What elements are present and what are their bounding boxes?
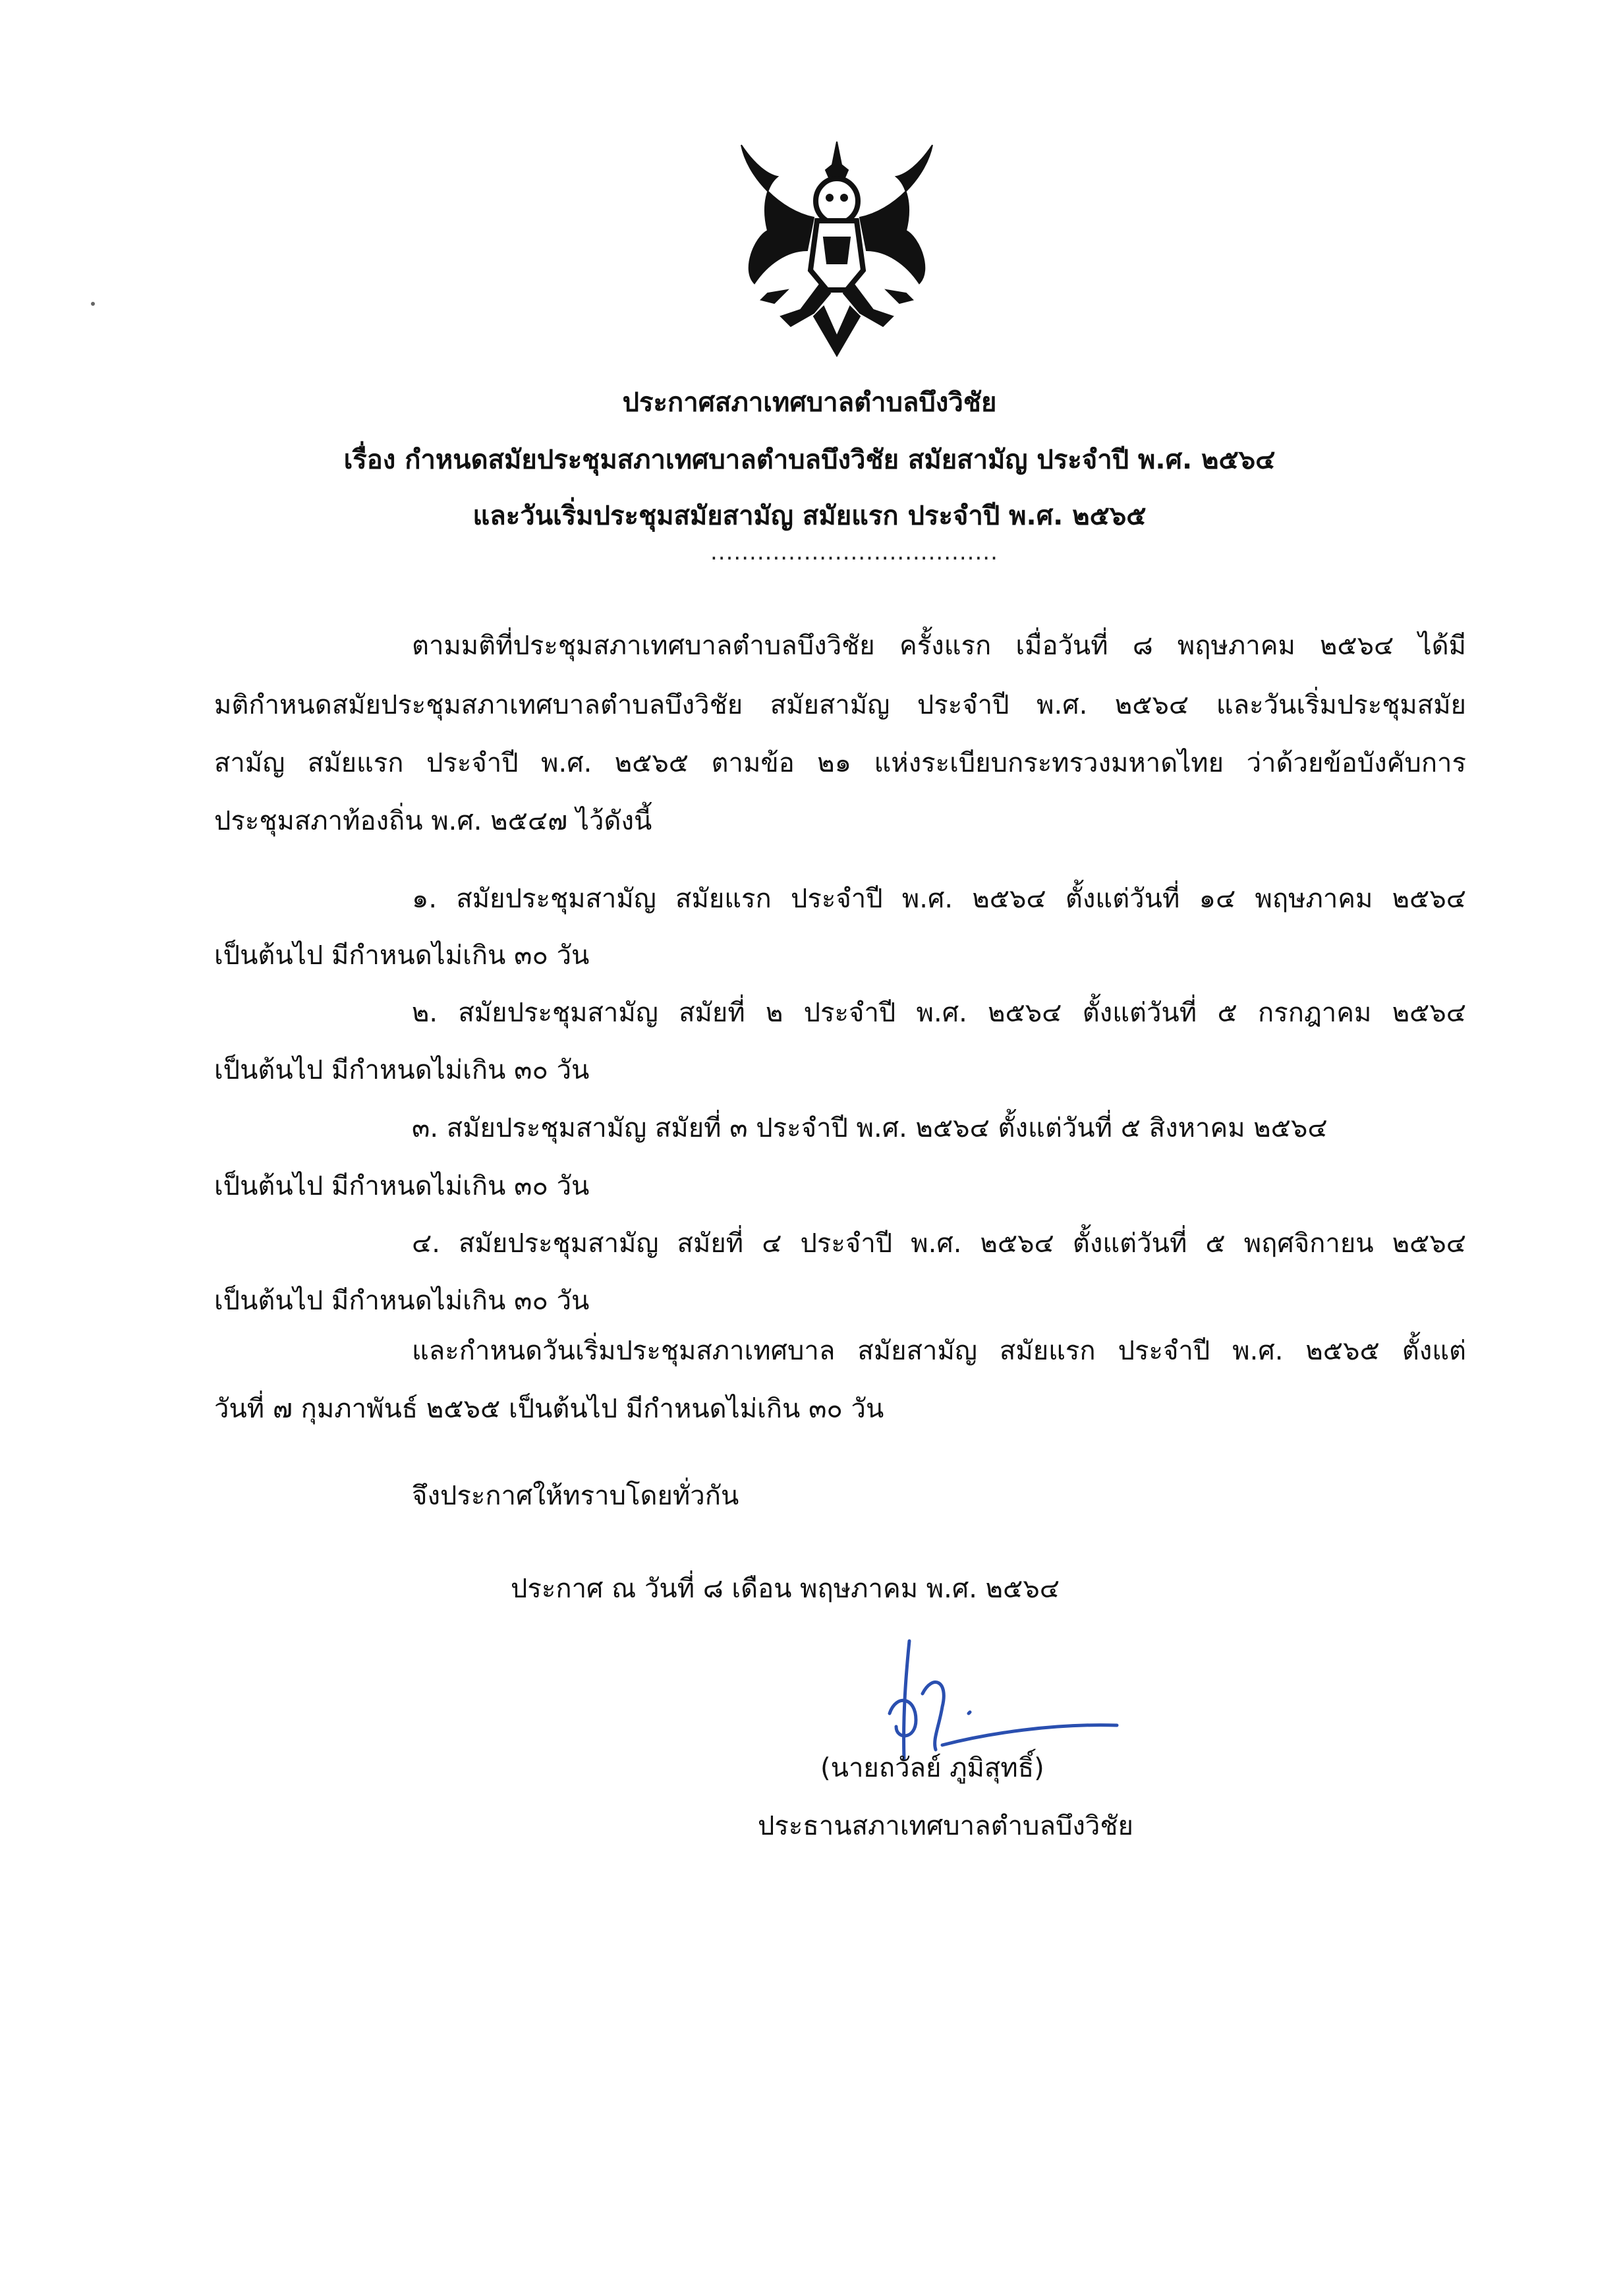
intro-line-1: ตามมติที่ประชุมสภาเทศบาลตำบลบึงวิชัย ครั้งแรก เมื่อวันที่ ๘ พฤษภาคม ๒๕๖๔ ได้มี bbox=[412, 631, 1466, 661]
intro-line-2: มติกำหนดสมัยประชุมสภาเทศบาลตำบลบึงวิชัย สมัยสามัญ ประจำปี พ.ศ. ๒๕๖๔ และวันเริ่มประชุมสมัย bbox=[214, 690, 1466, 720]
signer-title: ประธานสภาเทศบาลตำบลบึงวิชัย bbox=[758, 1811, 1133, 1841]
next-year-line-1: และกำหนดวันเริ่มประชุมสภาเทศบาล สมัยสามัญ สมัยแรก ประจำปี พ.ศ. ๒๕๖๕ ตั้งแต่ bbox=[412, 1336, 1466, 1366]
item-1-line-2: เป็นต้นไป มีกำหนดไม่เกิน ๓๐ วัน bbox=[214, 940, 590, 971]
item-3-line-1: ๓. สมัยประชุมสามัญ สมัยที่ ๓ ประจำปี พ.ศ. ๒๕๖๔ ตั้งแต่วันที่ ๕ สิงหาคม ๒๕๖๔ bbox=[412, 1113, 1328, 1143]
item-4-line-2: เป็นต้นไป มีกำหนดไม่เกิน ๓๐ วัน bbox=[214, 1286, 590, 1316]
item-1-line-1: ๑. สมัยประชุมสามัญ สมัยแรก ประจำปี พ.ศ. ๒๕๖๔ ตั้งแต่วันที่ ๑๔ พฤษภาคม ๒๕๖๔ bbox=[412, 884, 1466, 914]
item-2-line-2: เป็นต้นไป มีกำหนดไม่เกิน ๓๐ วัน bbox=[214, 1055, 590, 1085]
garuda-emblem-icon bbox=[728, 138, 946, 359]
paper-speck bbox=[91, 302, 95, 306]
subject-line-2: และวันเริ่มประชุมสมัยสามัญ สมัยแรก ประจำปี พ.ศ. ๒๕๖๕ bbox=[472, 501, 1147, 531]
intro-line-3: สามัญ สมัยแรก ประจำปี พ.ศ. ๒๕๖๕ ตามข้อ ๒๑ แห่งระเบียบกระทรวงมหาดไทย ว่าด้วยข้อบังคับการ bbox=[214, 748, 1466, 778]
intro-line-4: ประชุมสภาท้องถิ่น พ.ศ. ๒๕๔๗ ไว้ดังนี้ bbox=[214, 806, 652, 836]
next-year-line-2: วันที่ ๗ กุมภาพันธ์ ๒๕๖๕ เป็นต้นไป มีกำหนดไม่เกิน ๓๐ วัน bbox=[214, 1394, 884, 1424]
announcement-title: ประกาศสภาเทศบาลตำบลบึงวิชัย bbox=[622, 387, 997, 418]
title-separator: ..................................... bbox=[710, 539, 998, 565]
subject-line-1: เรื่อง กำหนดสมัยประชุมสภาเทศบาลตำบลบึงวิชัย สมัยสามัญ ประจำปี พ.ศ. ๒๕๖๔ bbox=[343, 445, 1276, 475]
announcement-date: ประกาศ ณ วันที่ ๘ เดือน พฤษภาคม พ.ศ. ๒๕๖๔ bbox=[511, 1574, 1060, 1604]
signer-name: (นายถวัลย์ ภูมิสุทธิ์) bbox=[820, 1753, 1044, 1783]
item-3-line-2: เป็นต้นไป มีกำหนดไม่เกิน ๓๐ วัน bbox=[214, 1171, 590, 1201]
item-4-line-1: ๔. สมัยประชุมสามัญ สมัยที่ ๔ ประจำปี พ.ศ. ๒๕๖๔ ตั้งแต่วันที่ ๕ พฤศจิกายน ๒๕๖๔ bbox=[412, 1228, 1466, 1259]
item-2-line-1: ๒. สมัยประชุมสามัญ สมัยที่ ๒ ประจำปี พ.ศ. ๒๕๖๔ ตั้งแต่วันที่ ๕ กรกฎาคม ๒๕๖๔ bbox=[412, 998, 1466, 1028]
closing-statement: จึงประกาศให้ทราบโดยทั่วกัน bbox=[412, 1481, 739, 1511]
